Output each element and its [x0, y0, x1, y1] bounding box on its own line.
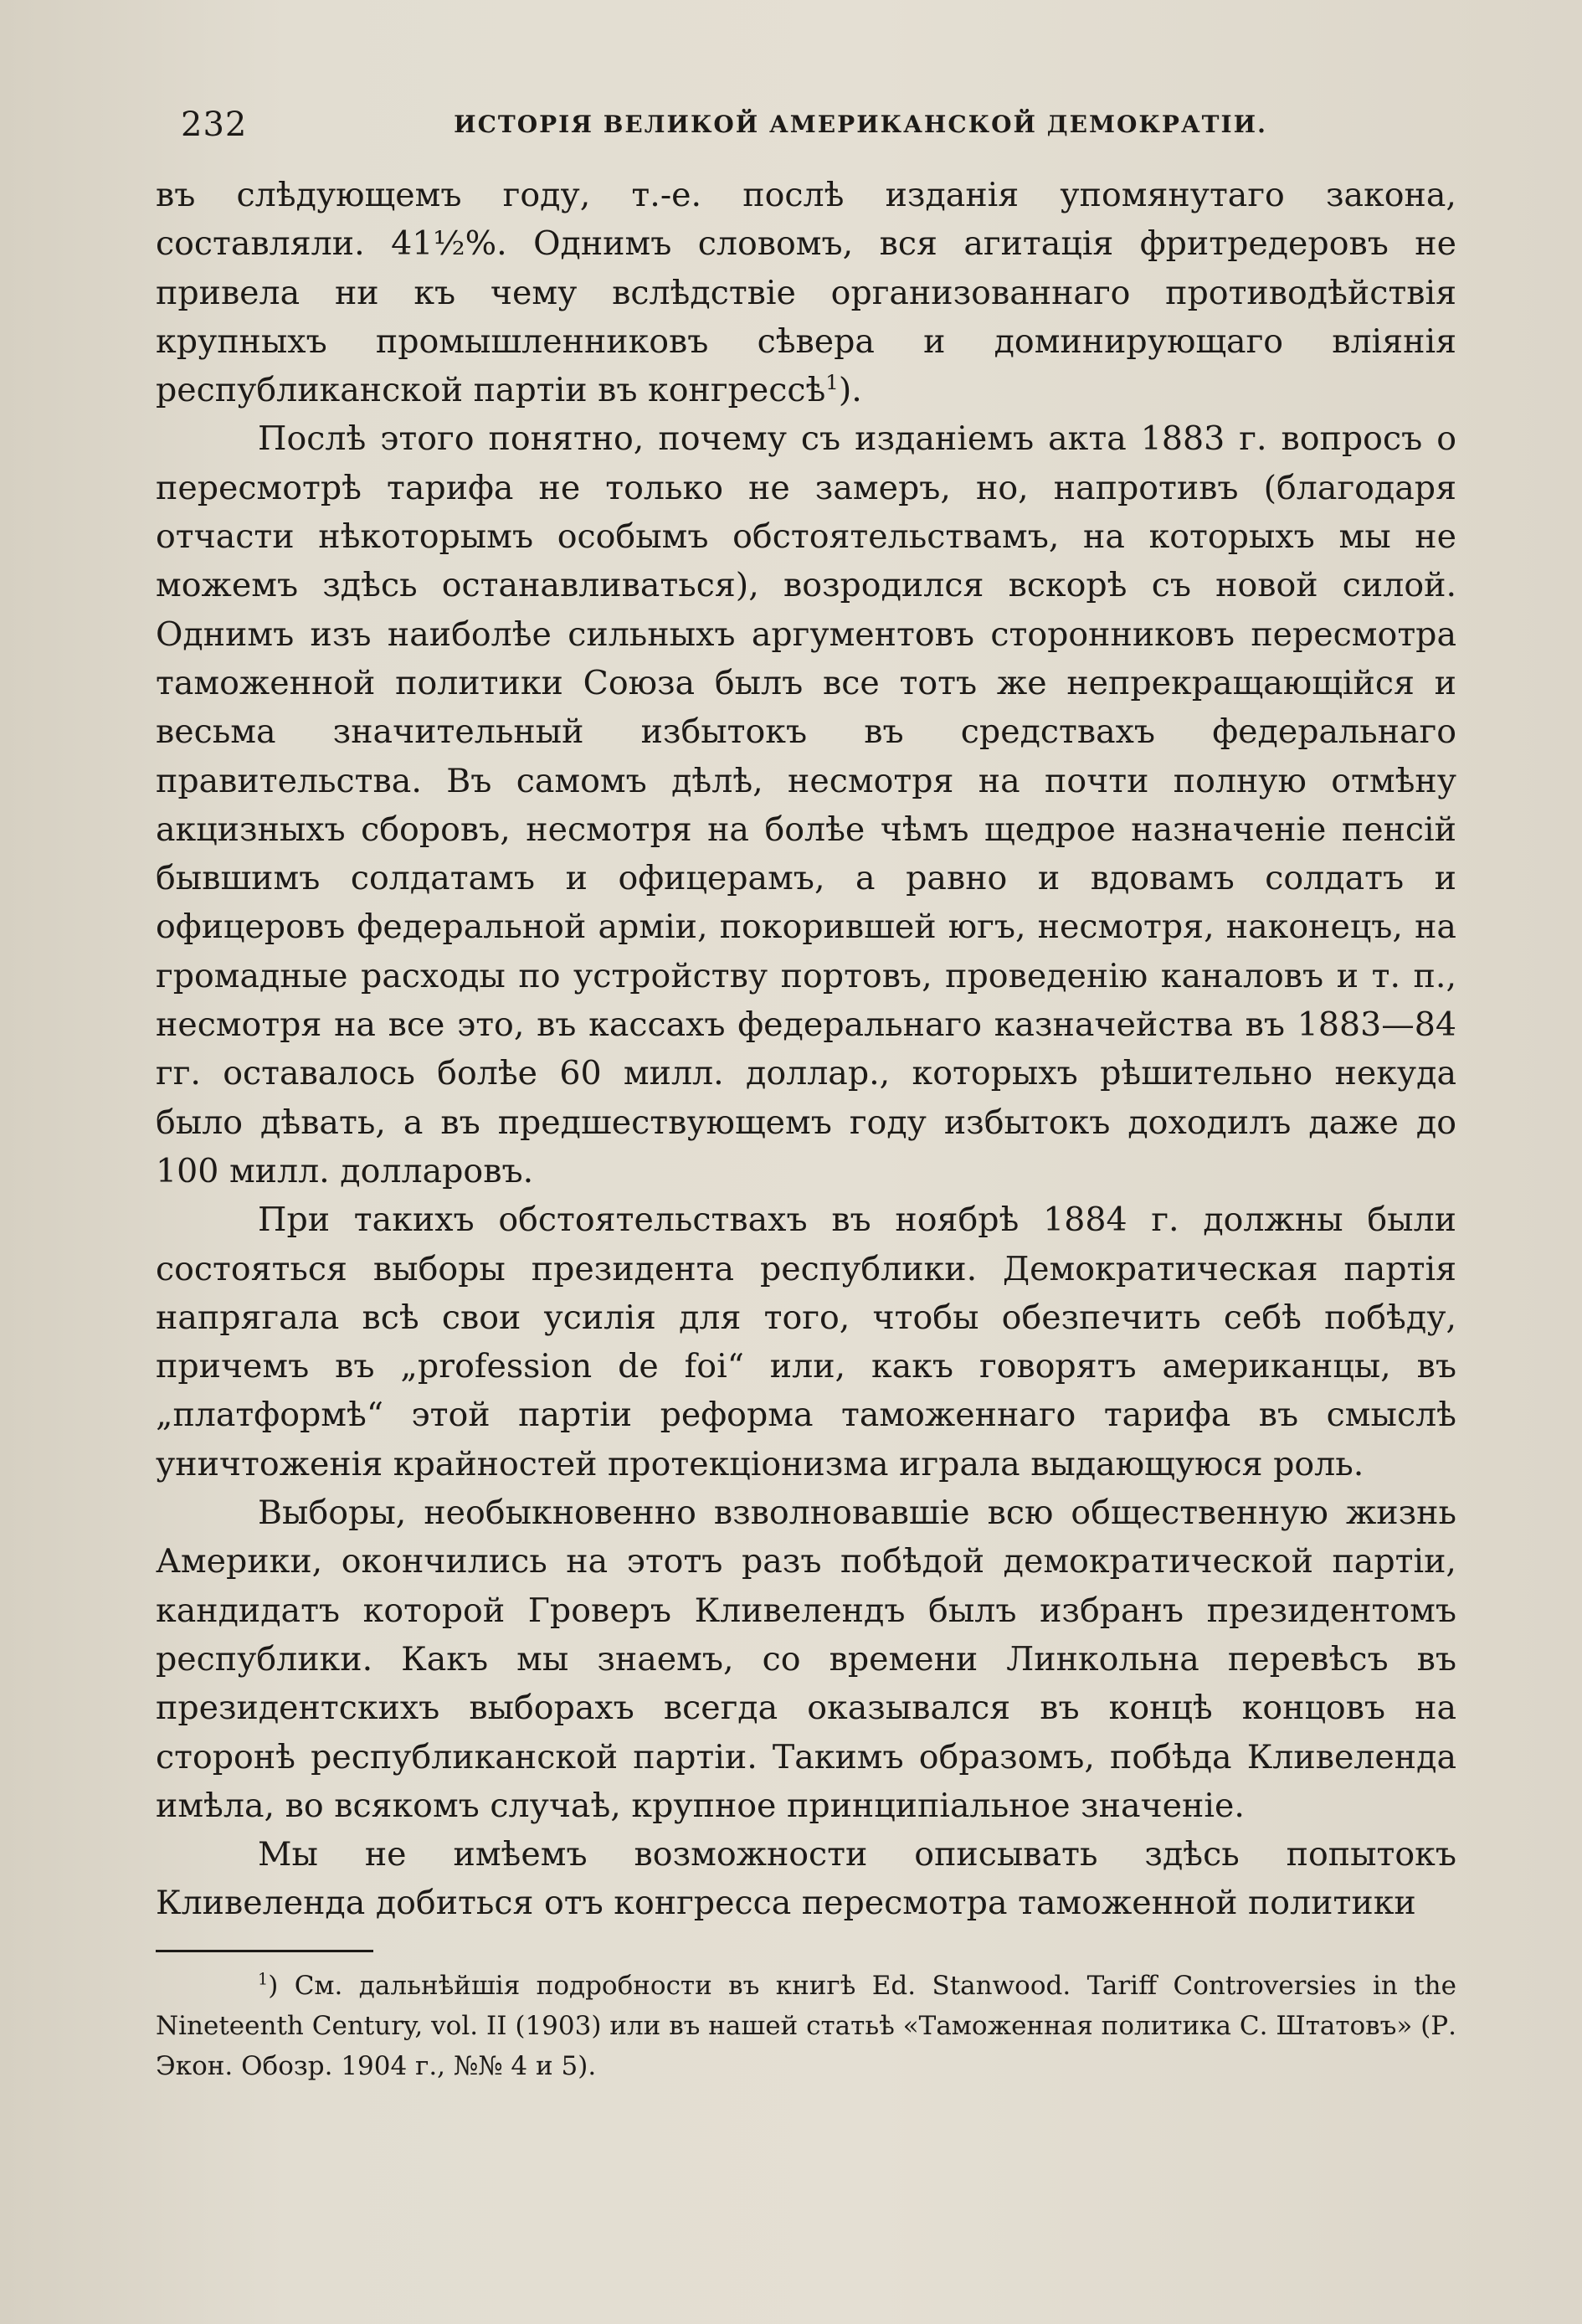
running-title: ИСТОРІЯ ВЕЛИКОЙ АМЕРИКАНСКОЙ ДЕМОКРАТІИ.: [454, 111, 1267, 138]
footnote: [156, 1966, 1456, 2086]
paragraph-3: При такихъ обстоятельствахъ въ ноябрѣ 1884 г. должны были состояться выборы президента республики. Демократическая партія напрягала всѣ свои усилія для того, чтобы обезпечить себѣ побѣду, причемъ въ „profession de foi“ или, какъ говорятъ американцы, въ „платформѣ“ этой партіи реформа таможеннаго тарифа въ смыслѣ уничтоженія крайностей протекціонизма играла выдающуюся роль.: [156, 1201, 1456, 1483]
running-head: [156, 99, 1456, 149]
paragraph-2: Послѣ этого понятно, почему съ изданіемъ акта 1883 г. вопросъ о пересмотрѣ тарифа не только не замеръ, но, напротивъ (благодаря отчасти нѣкоторымъ особымъ обстоятельствамъ, на которыхъ мы не можемъ здѣсь останавливаться), возродился вскорѣ съ новой силой. Однимъ изъ наиболѣе сильныхъ аргументовъ сторонниковъ пересмотра таможенной политики Союза былъ все тотъ же непрекращающійся и весьма значительный избытокъ въ средствахъ федеральнаго правительства. Въ самомъ дѣлѣ, несмотря на почти полную отмѣну акцизныхъ сборовъ, несмотря на болѣе чѣмъ щедрое назначеніе пенсій бывшимъ солдатамъ и офицерамъ, а равно и вдовамъ солдатъ и офицеровъ федеральной арміи, покорившей югъ, несмотря, наконецъ, на громадные расходы по устройству портовъ, проведенію каналовъ и т. п., несмотря на все это, въ кассахъ федеральнаго казначейства въ 1883—84 гг. оставалось болѣе 60 милл. доллар., которыхъ рѣшительно некуда было дѣвать, а въ предшествующемъ году избытокъ доходилъ даже до 100 милл. долларовъ.: [156, 419, 1456, 1190]
footnote-separator: [156, 1950, 373, 1952]
footnote-reference-mark: 1: [825, 370, 839, 395]
paragraph-5: Мы не имѣемъ возможности описывать здѣсь попытокъ Кливеленда добиться отъ конгресса пересмотра таможенной политики: [156, 1835, 1456, 1923]
paragraph-1-text: въ слѣдующемъ году, т.-е. послѣ изданія упомянутаго закона, составляли. 41½%. Однимъ словомъ, вся агитація фритредеровъ не привела ни къ чему вслѣдствіе организованнаго противодѣйствія крупныхъ промышленниковъ сѣвера и доминирующаго вліянія республиканской партіи въ конгрессѣ: [156, 176, 1456, 410]
footnote-text: ) См. дальнѣйшія подробности въ книгѣ Ed. Stanwood. Tariff Controversies in the Nineteenth Century, vol. II (1903) или въ нашей статьѣ «Таможенная политика С. Штатовъ» (Р. Экон. Обозр. 1904 г., №№ 4 и 5).: [156, 1970, 1456, 2081]
footnote-paragraph: [156, 1966, 1456, 2086]
paragraph-1: [156, 171, 1456, 414]
footnote-mark: 1: [258, 1969, 269, 1989]
paragraph-1-tail: ).: [838, 371, 862, 410]
body-text: [156, 171, 1456, 1928]
paragraph-4: Выборы, необыкновенно взволновавшіе всю общественную жизнь Америки, окончились на этотъ разъ побѣдой демократической партіи, кандидатъ которой Гроверъ Кливелендъ былъ избранъ президентомъ республики. Какъ мы знаемъ, со времени Линкольна перевѣсъ въ президентскихъ выборахъ всегда оказывался въ концѣ концовъ на сторонѣ республиканской партіи. Такимъ образомъ, побѣда Кливеленда имѣла, во всякомъ случаѣ, крупное принципіальное значеніе.: [156, 1494, 1456, 1825]
page-number: 232: [181, 105, 248, 144]
